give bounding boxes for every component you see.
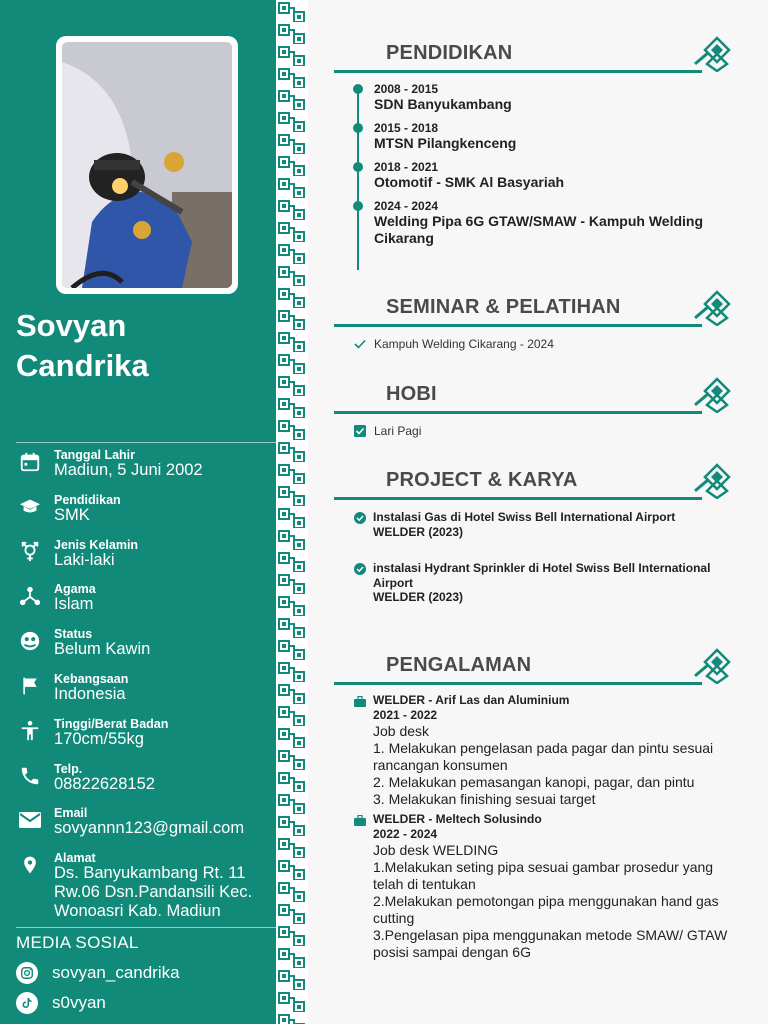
experience-desc: 2.Melakukan pemotongan pipa menggunakan hand gas cutting: [373, 893, 719, 926]
flag-icon: [18, 674, 42, 698]
info-value: Madiun, 5 Juni 2002: [54, 461, 203, 479]
timeline-dot: [353, 84, 363, 94]
instagram-icon: [16, 962, 38, 984]
info-value[interactable]: 08822628152: [54, 774, 155, 793]
education-item: [354, 199, 734, 247]
info-label: Telp.: [54, 761, 83, 776]
info-label: Agama: [54, 582, 96, 597]
section-title-pengalaman: PENGALAMAN: [386, 654, 532, 676]
checkbox-icon: [354, 425, 366, 437]
graduation-cap-icon: [18, 495, 42, 519]
hobi-text: Lari Pagi: [374, 424, 422, 438]
project-item: [354, 561, 734, 605]
experience-position: WELDER - Arif Las dan Aluminium: [373, 693, 570, 707]
education-timeline: [354, 82, 734, 255]
education-school: SDN Banyukambang: [374, 96, 512, 112]
info-value: 170cm/55kg: [54, 729, 144, 748]
info-label: Pendidikan: [54, 492, 121, 507]
section-head-project: [334, 469, 732, 509]
tiktok-handle: s0vyan: [52, 993, 106, 1012]
info-status: [0, 625, 276, 670]
email-icon: [18, 808, 42, 832]
project-item: [354, 510, 734, 539]
experience-desc: 3. Melakukan finishing sesuai target: [373, 791, 596, 807]
profile-photo: [62, 42, 232, 288]
experience-desc: Job desk: [373, 723, 430, 739]
education-years: 2008 - 2015: [374, 82, 439, 96]
education-school: Welding Pipa 6G GTAW/SMAW - Kampuh Welding Cikarang: [374, 213, 703, 246]
person-icon: [18, 719, 42, 743]
experience-desc: Job desk WELDING: [373, 842, 499, 858]
section-underline: [334, 497, 702, 500]
experience-item: [354, 812, 744, 961]
section-head-seminar: [334, 296, 732, 336]
section-title-pendidikan: PENDIDIKAN: [386, 42, 513, 64]
check-circle-icon: [354, 511, 366, 523]
education-school: Otomotif - SMK Al Basyariah: [374, 174, 565, 190]
check-circle-icon: [354, 562, 366, 574]
decorative-pattern-strip: [276, 0, 308, 1024]
section-head-hobi: [334, 383, 732, 423]
instagram-handle: sovyan_candrika: [52, 963, 180, 982]
project-title: Instalasi Gas di Hotel Swiss Bell International Airport: [373, 510, 676, 524]
timeline-dot: [353, 123, 363, 133]
info-label: Status: [54, 627, 93, 642]
experience-period: 2022 - 2024: [373, 827, 438, 841]
section-head-pengalaman: [334, 654, 732, 694]
briefcase-icon: [354, 813, 366, 825]
location-icon: [18, 853, 42, 877]
education-item: [354, 121, 734, 152]
experience-position: WELDER - Meltech Solusindo: [373, 812, 542, 826]
experience-item: [354, 693, 744, 808]
main-content: [308, 0, 768, 1024]
info-email: [0, 804, 276, 849]
section-underline: [334, 411, 702, 414]
project-role: WELDER (2023): [373, 524, 464, 539]
info-value: Ds. Banyukambang Rt. 11 Rw.06 Dsn.Pandansili Kec. Wonoasri Kab. Madiun: [54, 864, 253, 921]
info-birth: [0, 446, 276, 491]
diamond-ornament-icon: [702, 377, 732, 413]
education-years: 2018 - 2021: [374, 160, 439, 174]
media-social-title: MEDIA SOSIAL: [16, 933, 139, 952]
info-label: Tanggal Lahir: [54, 448, 136, 462]
sidebar-divider-top: [16, 442, 276, 443]
education-years: 2024 - 2024: [374, 199, 439, 213]
sidebar-divider-bottom: [16, 927, 276, 928]
project-role: WELDER (2023): [373, 590, 464, 604]
section-title-hobi: HOBI: [386, 383, 437, 405]
experience-desc: 2. Melakukan pemasangan kanopi, pagar, dan pintu: [373, 774, 695, 790]
religion-icon: [18, 584, 42, 608]
name-first: Sovyan: [16, 308, 127, 343]
info-religion: [0, 580, 276, 625]
social-tiktok[interactable]: [16, 991, 106, 1015]
info-value: SMK: [54, 505, 90, 524]
section-title-seminar: SEMINAR & PELATIHAN: [386, 296, 621, 318]
education-school: MTSN Pilangkenceng: [374, 135, 517, 151]
social-instagram[interactable]: [16, 961, 180, 985]
profile-name: [16, 306, 266, 386]
name-last: Candrika: [16, 348, 149, 383]
info-value: Laki-laki: [54, 550, 115, 569]
info-label: Email: [54, 806, 88, 821]
section-underline: [334, 70, 702, 73]
info-value: Indonesia: [54, 684, 126, 703]
diamond-ornament-icon: [702, 290, 732, 326]
personal-info-list: [0, 446, 276, 929]
seminar-text: Kampuh Welding Cikarang - 2024: [374, 337, 554, 351]
timeline-dot: [353, 162, 363, 172]
section-underline: [334, 682, 702, 685]
phone-icon: [18, 764, 42, 788]
education-item: [354, 160, 734, 191]
info-phone: [0, 760, 276, 805]
experience-desc: 1.Melakukan seting pipa sesuai gambar prosedur yang telah di tentukan: [373, 859, 714, 892]
profile-photo-frame: [56, 36, 238, 294]
calendar-icon: [18, 450, 42, 474]
section-head-pendidikan: [334, 42, 732, 82]
info-education: [0, 491, 276, 536]
info-label: Tinggi/Berat Badan: [54, 716, 169, 731]
diamond-ornament-icon: [702, 463, 732, 499]
section-title-project: PROJECT & KARYA: [386, 469, 578, 491]
diamond-ornament-icon: [702, 36, 732, 72]
info-value: Islam: [54, 595, 94, 614]
briefcase-icon: [354, 694, 366, 706]
diamond-ornament-icon: [702, 648, 732, 684]
info-value: Belum Kawin: [54, 640, 151, 659]
experience-period: 2021 - 2022: [373, 708, 438, 722]
info-address: [0, 849, 276, 929]
info-label: Alamat: [54, 851, 96, 866]
sidebar: [0, 0, 276, 1024]
education-years: 2015 - 2018: [374, 121, 439, 135]
status-icon: [18, 629, 42, 653]
tiktok-icon: [16, 992, 38, 1014]
info-gender: [0, 536, 276, 581]
timeline-dot: [353, 201, 363, 211]
experience-desc: 1. Melakukan pengelasan pada pagar dan pintu sesuai rancangan konsumen: [373, 740, 714, 773]
gender-icon: [18, 540, 42, 564]
seminar-item: [354, 337, 554, 351]
education-item: [354, 82, 734, 113]
info-height-weight: [0, 715, 276, 760]
check-icon: [354, 338, 366, 350]
info-nationality: [0, 670, 276, 715]
project-title: instalasi Hydrant Sprinkler di Hotel Swiss Bell International Airport: [373, 561, 711, 590]
section-underline: [334, 324, 702, 327]
info-label: Kebangsaan: [54, 671, 129, 686]
info-label: Jenis Kelamin: [54, 537, 139, 552]
info-value[interactable]: sovyannn123@gmail.com: [54, 819, 245, 838]
experience-desc: 3.Pengelasan pipa menggunakan metode SMAW/ GTAW posisi sampai dengan 6G: [373, 927, 728, 960]
hobi-item: [354, 424, 421, 438]
